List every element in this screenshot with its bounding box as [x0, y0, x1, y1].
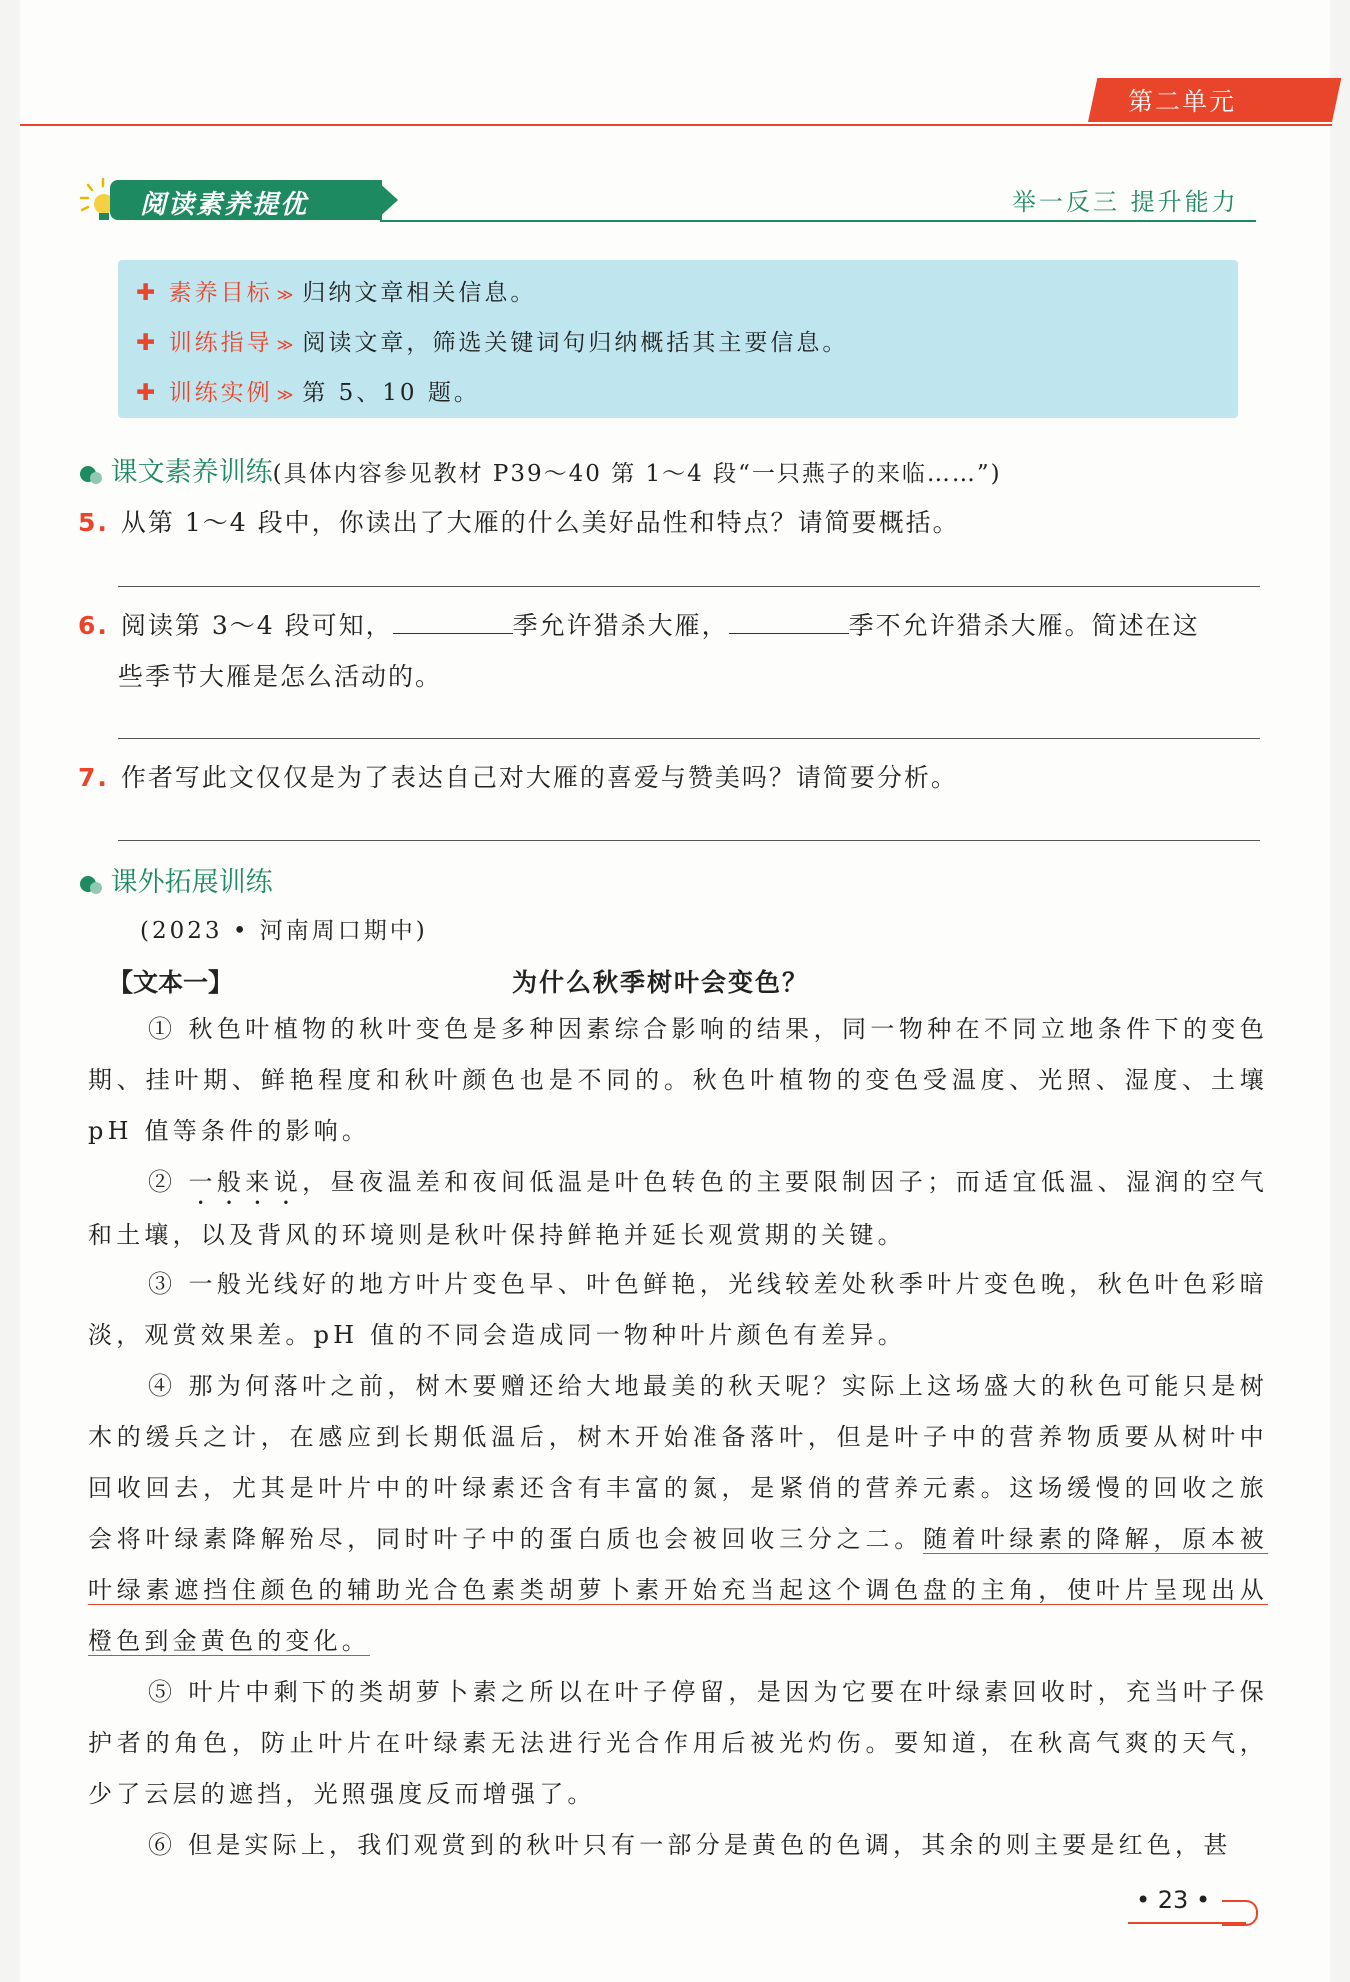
emphasized-text: 一般来说 [188, 1168, 303, 1196]
banner-rule [380, 220, 1256, 222]
bullet-icon [80, 466, 96, 482]
goal-label: 训练实例 [168, 380, 273, 406]
paragraph-text: ② [148, 1168, 189, 1196]
answer-line[interactable] [118, 586, 1260, 587]
banner-tail [376, 180, 398, 220]
paragraph-text: ，昼夜温差和夜间低温是叶色转色的主要限制因子；而适宜低温、湿润的空气和土壤，以及背风的环境则是秋叶保持鲜艳并延长观赏期的关键。 [88, 1168, 1268, 1249]
fill-blank[interactable] [393, 611, 513, 634]
answer-line[interactable] [118, 840, 1260, 841]
question-5 [78, 503, 960, 539]
question-number: 5. [78, 508, 109, 537]
article-title: 为什么秋季树叶会变色？ [512, 968, 810, 997]
double-chevron-icon: ≫ [276, 385, 297, 404]
underlined-sentence: 随着叶绿素的降解，原本被叶绿素遮挡住颜色的辅助光合色素类胡萝卜素开始充当起这个调色盘的主角，使叶片呈现出从橙色到金黄色的变化。 [88, 1525, 1268, 1655]
goal-label: 素养目标 [168, 280, 273, 306]
paragraph-text: ④ 那为何落叶之前，树木要赠还给大地最美的秋天呢？实际上这场盛大的秋色可能只是树木的缓兵之计，在感应到长期低温后，树木开始准备落叶，但是叶子中的营养物质要从树叶中回收回去，尤其是叶片中的叶绿素还含有丰富的氮，是紧俏的营养元素。这场缓慢的回收之旅会将叶绿素降解殆尽，同时叶子中的蛋白质也会被回收三分之二。 [88, 1372, 1268, 1553]
goal-row [136, 324, 848, 357]
double-chevron-icon: ≫ [276, 285, 297, 304]
fill-blank[interactable] [729, 611, 849, 634]
question-number: 6. [78, 611, 109, 640]
question-text: 季允许猎杀大雁， [512, 611, 729, 640]
header-rule [20, 124, 1332, 126]
text-label: 【文本一】 [108, 968, 234, 997]
goal-label: 训练指导 [168, 330, 273, 356]
question-6-line2: 些季节大雁是怎么活动的。 [118, 662, 443, 691]
plus-icon: ✚ [136, 280, 159, 306]
goal-row [136, 274, 536, 307]
goal-text: 归纳文章相关信息。 [302, 280, 537, 306]
question-text: 季不允许猎杀大雁。简述在这 [848, 611, 1200, 640]
section-heading [80, 860, 273, 899]
goal-text: 第 5、10 题。 [302, 380, 480, 406]
section-title: 课外拓展训练 [110, 867, 273, 898]
section-title: 课文素养训练 [110, 457, 273, 488]
paragraph-5: ⑤ 叶片中剩下的类胡萝卜素之所以在叶子停留，是因为它要在叶绿素回收时，充当叶子保护者的角色，防止叶片在叶绿素无法进行光合作用后被光灼伤。要知道，在秋高气爽的天气，少了云层的遮挡，光照强度反而增强了。 [88, 1678, 1268, 1808]
page-number: • 23 • [1136, 1886, 1211, 1914]
bullet-icon [80, 876, 96, 892]
plus-icon: ✚ [136, 380, 159, 406]
banner-title: 阅读素养提优 [140, 190, 309, 220]
question-text: 阅读第 3～4 段可知， [120, 611, 393, 640]
section-heading [80, 450, 1002, 489]
question-6 [78, 606, 1200, 642]
goal-text: 阅读文章，筛选关键词句归纳概括其主要信息。 [302, 330, 849, 356]
paragraph-6: ⑥ 但是实际上，我们观赏到的秋叶只有一部分是黄色的色调，其余的则主要是红色，甚 [148, 1831, 1232, 1859]
paragraph-1: ① 秋色叶植物的秋叶变色是多种因素综合影响的结果，同一物种在不同立地条件下的变色期、挂叶期、鲜艳程度和秋叶颜色也是不同的。秋色叶植物的变色受温度、光照、湿度、土壤 pH 值等条件的影响。 [88, 1015, 1268, 1145]
question-text: 从第 1～4 段中，你读出了大雁的什么美好品性和特点？请简要概括。 [120, 508, 960, 537]
section-note: (具体内容参见教材 P39～40 第 1～4 段“一只燕子的来临……”) [272, 461, 1002, 487]
source-note: (2023 • 河南周口期中) [140, 918, 428, 944]
answer-line[interactable] [118, 738, 1260, 739]
paragraph-4 [88, 1361, 1268, 1667]
double-chevron-icon: ≫ [276, 335, 297, 354]
goal-row [136, 374, 480, 407]
question-text: 作者写此文仅仅是为了表达自己对大雁的喜爱与赞美吗？请简要分析。 [120, 763, 958, 792]
page-number-curve [1222, 1900, 1258, 1926]
question-7 [78, 758, 958, 794]
plus-icon: ✚ [136, 330, 159, 356]
question-number: 7. [78, 763, 109, 792]
paragraph-2 [88, 1157, 1268, 1261]
paragraph-3: ③ 一般光线好的地方叶片变色早、叶色鲜艳，光线较差处秋季叶片变色晚，秋色叶色彩暗淡，观赏效果差。pH 值的不同会造成同一物种叶片颜色有差异。 [88, 1270, 1268, 1349]
unit-label: 第二单元 [1128, 87, 1237, 116]
banner-slogan: 举一反三 提升能力 [1012, 188, 1239, 216]
